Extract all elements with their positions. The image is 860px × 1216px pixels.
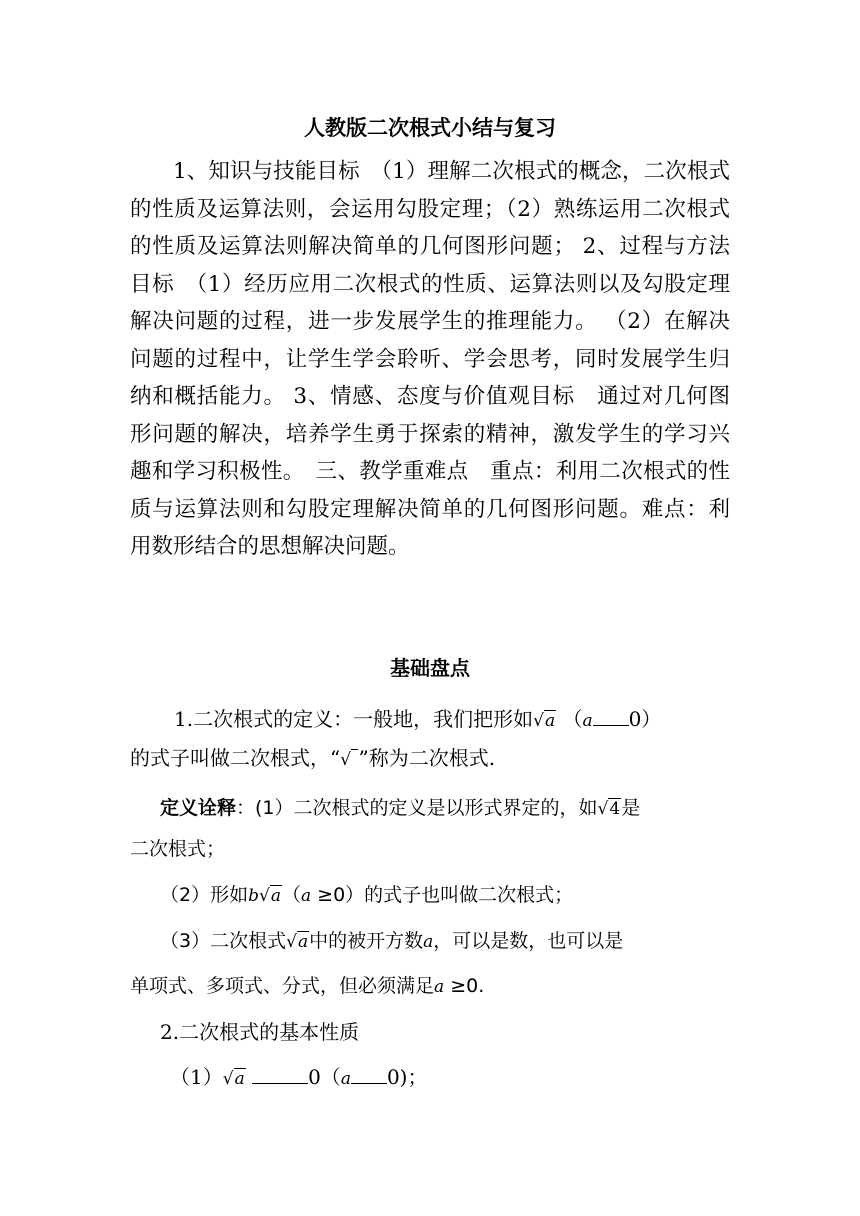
- sqrt-4: √4: [597, 799, 621, 819]
- sqrt-a: √a: [258, 886, 281, 906]
- property-line-1: （1）√a 0（a 0)；: [170, 1065, 428, 1089]
- definition-line-2: 的式子叫做二次根式，“√ ”称为二次根式.: [130, 746, 496, 770]
- page-title: 人教版二次根式小结与复习: [304, 116, 556, 140]
- objectives-paragraph: 1、知识与技能目标 （1）理解二次根式的概念，二次根式的性质及运算法则，会运用勾股定理；（2）熟练运用二次根式的性质及运算法则解决简单的几何图形问题； 2、过程与方法目标 （1）经历应用二次根式的性质、运算法则以及勾股定理解决问题的过程，进一步发展学生的推理能力。 （2）在解决问题的过程中，让学生学会聆听、学会思考，同时发展学生归纳和概括能力。 3、情感、态度与价值观目标 通过对几何图形问题的解决，培养学生勇于探索的精神，激发学生的学习兴趣和学习积极性。 三、教学重难点 重点：利用二次根式的性质与运算法则和勾股定理解决简单的几何图形问题。难点：利用数形结合的思想解决问题。: [130, 159, 730, 559]
- answer-blank[interactable]: [252, 1067, 308, 1084]
- properties-heading: 2.二次根式的基本性质: [160, 1020, 360, 1044]
- explain-line-5: 单项式、多项式、分式，但必须满足a ≥0.: [130, 975, 485, 997]
- answer-blank[interactable]: [593, 709, 629, 726]
- sqrt-a: √a: [533, 711, 556, 731]
- explain-line-3: （2）形如b√a（a ≥0）的式子也叫做二次根式；: [160, 884, 574, 906]
- explain-line-1: 定义诠释：(1）二次根式的定义是以形式界定的，如√4是: [160, 797, 641, 819]
- answer-blank[interactable]: [351, 1067, 387, 1084]
- radical-symbol: √: [340, 750, 358, 770]
- explain-line-2: 二次根式；: [130, 838, 226, 860]
- section-title: 基础盘点: [390, 656, 470, 680]
- definition-line-1: 1.二次根式的定义：一般地，我们把形如√a （a 0）: [174, 707, 662, 731]
- explain-line-4: （3）二次根式√a中的被开方数a，可以是数，也可以是: [160, 930, 624, 952]
- sqrt-a: √a: [286, 932, 309, 952]
- sqrt-a: √a: [222, 1069, 245, 1089]
